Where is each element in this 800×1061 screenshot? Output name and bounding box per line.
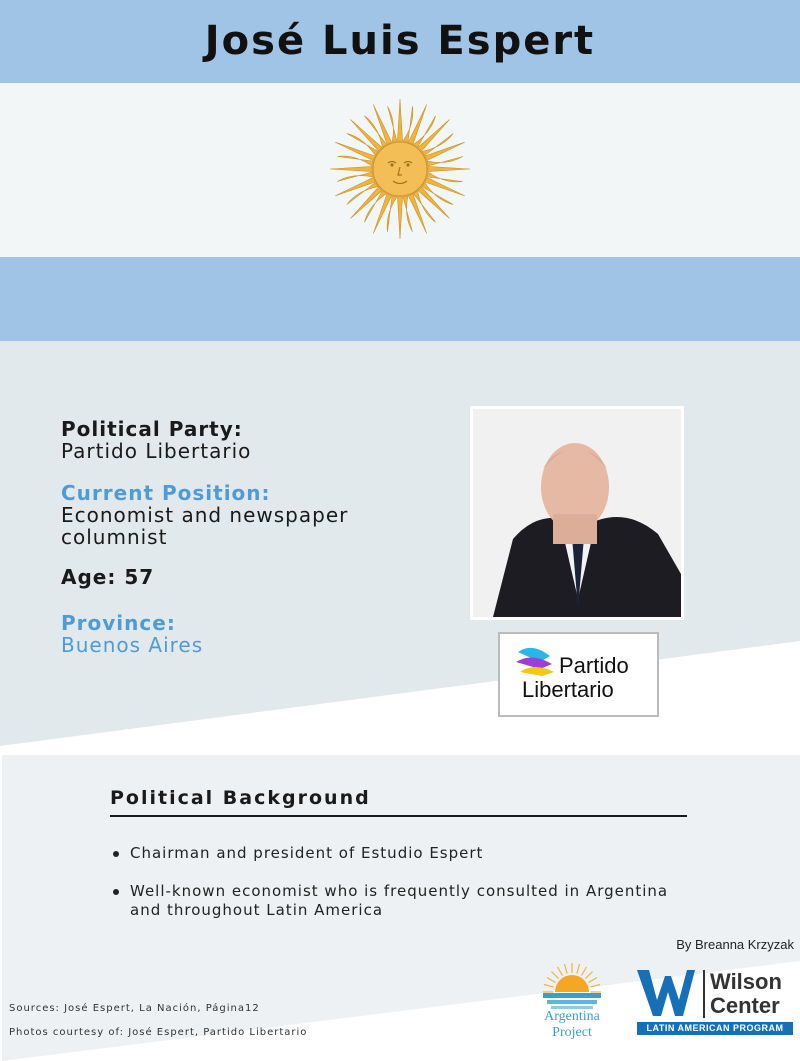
- partido-libertario-logo: [498, 632, 659, 717]
- sun-ray: [418, 187, 450, 219]
- party-block: [61, 418, 391, 462]
- sun-ray: [558, 967, 563, 976]
- portrait-photo: [470, 406, 684, 620]
- sun-ray: [397, 197, 402, 239]
- sun-ray: [351, 187, 383, 219]
- sun-ray: [564, 964, 567, 974]
- sun-ray: [544, 984, 554, 987]
- list-item: [110, 844, 690, 863]
- sources-text: Sources: José Espert, La Nación, Página12: [9, 1003, 260, 1014]
- age-block: [61, 566, 391, 588]
- wilson-name-line1: Wilson: [710, 969, 782, 994]
- photo-credits-text: Photos courtesy of: José Espert, Partido Libertario: [9, 1027, 308, 1038]
- age-label: Age: 57: [61, 565, 155, 589]
- sun-of-may-icon: [328, 97, 472, 241]
- sun-ray: [397, 99, 402, 141]
- position-block: [61, 482, 391, 548]
- sun-ray: [590, 984, 600, 987]
- province-block: [61, 612, 391, 656]
- sun-ray: [551, 971, 558, 978]
- sun-ray: [351, 120, 383, 152]
- background-list: [110, 844, 690, 939]
- wilson-program-bar: LATIN AMERICAN PROGRAM: [637, 1022, 793, 1035]
- sun-ray: [585, 971, 592, 978]
- province-label: Province:: [61, 611, 176, 635]
- background-title-rule: [110, 815, 687, 817]
- bullet-icon: [113, 851, 119, 857]
- sun-ray: [588, 978, 597, 983]
- party-value: Partido Libertario: [61, 439, 252, 463]
- party-wing-icon: [516, 642, 556, 682]
- wilson-divider: [703, 970, 705, 1018]
- province-value: Buenos Aires: [61, 633, 204, 657]
- sun-ray: [547, 978, 556, 983]
- position-value: Economist and newspaper columnist: [61, 503, 349, 549]
- position-label: Current Position:: [61, 481, 271, 505]
- page-title: José Luis Espert: [204, 18, 596, 64]
- party-logo-text-line1: Partido: [559, 653, 629, 678]
- sun-ray: [577, 964, 580, 974]
- wilson-name-line2: Center: [710, 993, 780, 1018]
- party-logo-text-line2: Libertario: [522, 677, 614, 702]
- sun-ray: [330, 166, 372, 171]
- byline: By Breanna Krzyzak: [676, 937, 794, 952]
- background-title: Political Background: [110, 787, 371, 809]
- flag-bottom-stripe: [0, 257, 800, 341]
- sun-ray: [418, 120, 450, 152]
- wilson-center-logo: [637, 970, 793, 1036]
- party-label: Political Party:: [61, 417, 243, 441]
- list-item: [110, 882, 690, 920]
- argentina-project-text-line1: Argentina: [544, 1009, 600, 1024]
- bullet-icon: [113, 889, 119, 895]
- sun-ray: [582, 967, 587, 976]
- sun-ray: [428, 166, 470, 171]
- list-item-text: Well-known economist who is frequently consulted in Argentina and throughout Latin America: [130, 882, 669, 919]
- argentina-project-text-line2: Project: [552, 1025, 592, 1040]
- list-item-text: Chairman and president of Estudio Espert: [130, 844, 484, 862]
- wilson-w-icon: [637, 970, 695, 1018]
- portrait-image: [473, 409, 681, 617]
